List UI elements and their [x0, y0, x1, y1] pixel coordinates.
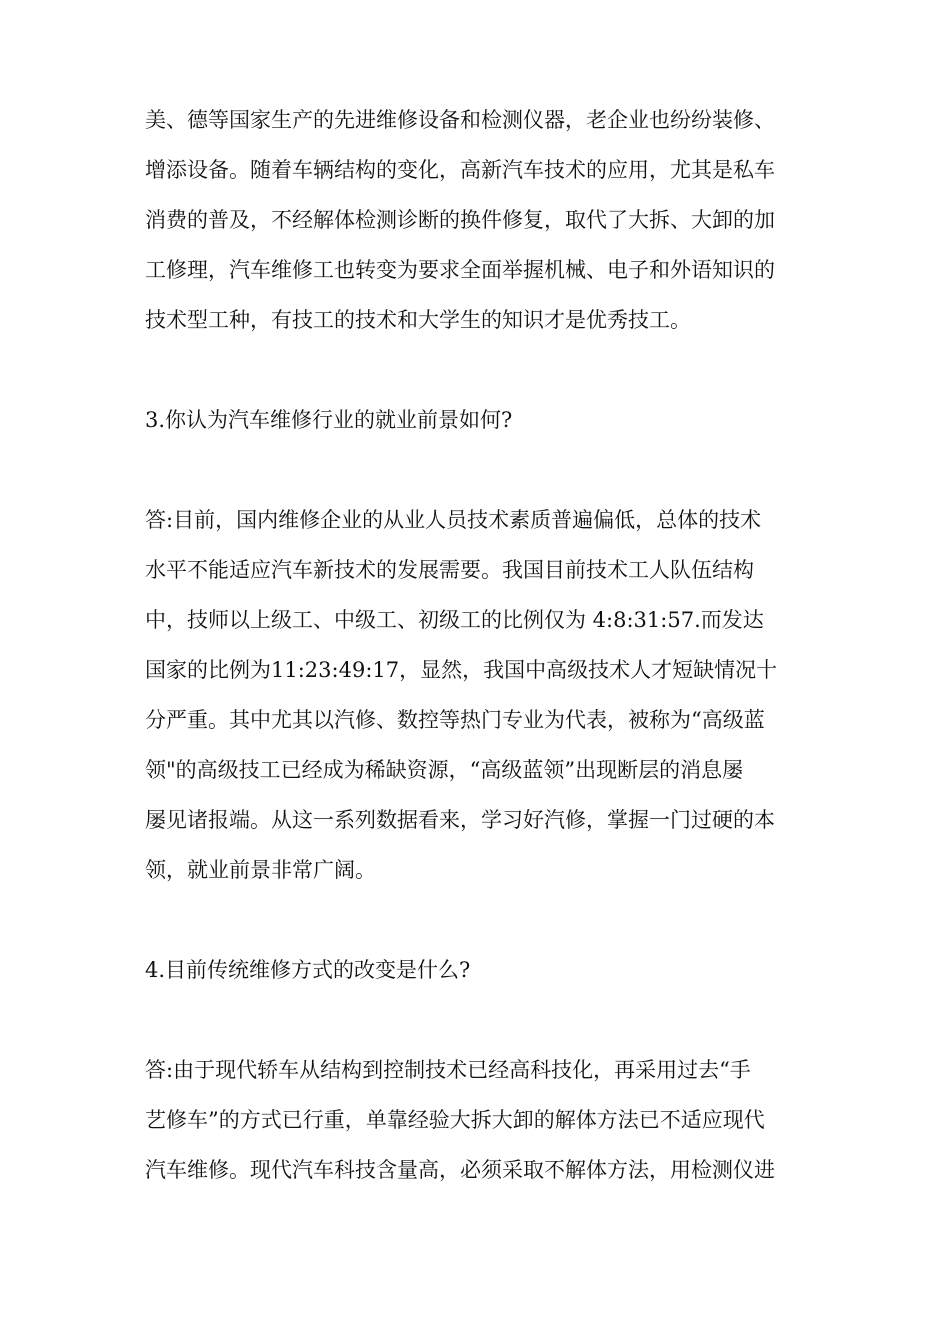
question-4-heading: 4.目前传统维修方式的改变是什么? [145, 958, 471, 982]
answer-3-line-8: 领，就业前景非常广阔。 [145, 858, 376, 882]
answer-3-line-4: 国家的比例为11:23:49:17，显然，我国中高级技术人才短缺情况十 [145, 658, 778, 682]
question-3-heading: 3.你认为汽车维修行业的就业前景如何? [145, 408, 513, 432]
paragraph-1-line-2: 增添设备。随着车辆结构的变化，高新汽车技术的应用，尤其是私车 [145, 158, 775, 182]
answer-4-line-2: 艺修车”的方式已行重，单靠经验大拆大卸的解体方法已不适应现代 [145, 1108, 765, 1132]
answer-3-line-1: 答:目前，国内维修企业的从业人员技术素质普遍偏低，总体的技术 [145, 508, 762, 532]
answer-4-line-3: 汽车维修。现代汽车科技含量高，必须采取不解体方法，用检测仪进 [145, 1158, 775, 1182]
paragraph-1-line-5: 技术型工种，有技工的技术和大学生的知识才是优秀技工。 [145, 308, 691, 332]
answer-3-line-6: 领"的高级技工已经成为稀缺资源，“高级蓝领”出现断层的消息屡 [145, 758, 744, 782]
answer-4-line-1: 答:由于现代轿车从结构到控制技术已经高科技化，再采用过去“手 [145, 1058, 751, 1082]
paragraph-1-line-1: 美、德等国家生产的先进维修设备和检测仪器，老企业也纷纷装修、 [145, 108, 775, 132]
answer-3-line-2: 水平不能适应汽车新技术的发展需要。我国目前技术工人队伍结构 [145, 558, 754, 582]
paragraph-1-line-3: 消费的普及，不经解体检测诊断的换件修复，取代了大拆、大卸的加 [145, 208, 775, 232]
answer-3-line-7: 屡见诸报端。从这一系列数据看来，学习好汽修，掌握一门过硬的本 [145, 808, 775, 832]
answer-3-line-3: 中，技师以上级工、中级工、初级工的比例仅为 4:8:31:57.而发达 [145, 608, 764, 632]
answer-3-line-5: 分严重。其中尤其以汽修、数控等热门专业为代表，被称为“高级蓝 [145, 708, 765, 732]
paragraph-1-line-4: 工修理，汽车维修工也转变为要求全面举握机械、电子和外语知识的 [145, 258, 775, 282]
